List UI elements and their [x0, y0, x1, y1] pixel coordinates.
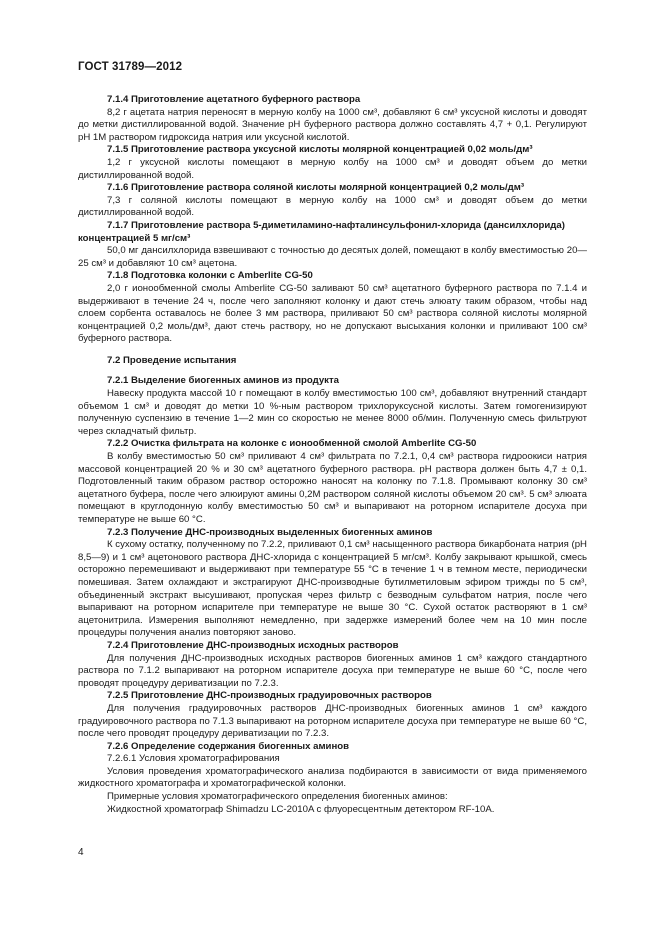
heading-7-2-5: 7.2.5 Приготовление ДНС-производных градуировочных растворов — [107, 690, 432, 702]
heading-7-2-4: 7.2.4 Приготовление ДНС-производных исходных растворов — [107, 639, 399, 651]
heading-7-1-7: 7.1.7 Приготовление раствора 5-диметиламино-нафталинсульфонил-хлорида (дансилхлорида) концентрацией 5 мг/см³ — [78, 219, 565, 244]
paragraph: Примерные условия хроматографического определения биогенных аминов: — [107, 791, 448, 803]
paragraph: Для получения градуировочных растворов ДНС-производных биогенных аминов 1 см³ каждого градуировочного раствора по 7.1.3 выпаривают на роторном испарителе досуха при температуре не выше 60 °С, после чего проводят процедуру дериватизации по 7.2.3. — [78, 702, 587, 740]
subheading-7-2-6-1: 7.2.6.1 Условия хроматографирования — [107, 753, 280, 765]
paragraph: Жидкостной хроматограф Shimadzu LC-2010A с флуоресцентным детектором RF-10A. — [107, 803, 495, 815]
page-number: 4 — [78, 847, 84, 858]
heading-7-1-6: 7.1.6 Приготовление раствора соляной кислоты молярной концентрацией 0,2 моль/дм³ — [107, 182, 525, 194]
heading-7-1-5: 7.1.5 Приготовление раствора уксусной кислоты молярной концентрацией 0,02 моль/дм³ — [107, 144, 533, 156]
paragraph: В колбу вместимостью 50 см³ приливают 4 см³ фильтрата по 7.2.1, 0,4 см³ раствора гидроокиси натрия массовой концентрацией 20 % и 30 см³ ацетатного буферного раствора. pH раствора должен быть 4,7 ± 0,1. Подготовленный таким образом раствор осторожно наносят на колонку по 7.1.8. Промывают колонку 30 см³ ацетатного буфера, после чего элюируют амины 0,2М раствором соляной кислоты объемом 20 см³. 5 см³ элюата помещают в круглодонную колбу вместимостью 50 см³ и выпаривают на роторном испарителе досуха при температуре не выше 60 °С. — [78, 451, 587, 525]
heading-7-2-1: 7.2.1 Выделение биогенных аминов из продукта — [107, 375, 339, 387]
paragraph: 7,3 г соляной кислоты помещают в мерную колбу на 1000 см³ и доводят объем до метки дистиллированной водой. — [78, 194, 587, 219]
heading-7-1-8: 7.1.8 Подготовка колонки с Amberlite CG-50 — [107, 270, 313, 282]
paragraph: 2,0 г ионообменной смолы Amberlite CG-50 заливают 50 см³ ацетатного буферного раствора по 7.1.4 и выдерживают в течение 24 ч, после чего заполняют колонку и дают стечь элюату таким образом, чтобы над слоем сорбента оставалось не более 3 мм раствора, приливают 50 см³ раствора соляной кислоты молярной концентрацией 0,2 моль/дм³, дают стечь раствору, но не допускают высыхания колонки и приливают 100 см³ буферного раствора. — [78, 282, 587, 345]
section-heading-7-2: 7.2 Проведение испытания — [107, 354, 237, 366]
paragraph: Навеску продукта массой 10 г помещают в колбу вместимостью 100 см³, добавляют внутренний стандарт объемом 1 см³ и доводят до метки 10 %-ным раствором трихлоруксусной кислоты. Затем гомогенизируют полученную суспензию в течение 1—2 мин со скоростью не менее 8000 об/мин. Полученную смесь фильтруют через складчатый фильтр. — [78, 388, 587, 437]
paragraph: Условия проведения хроматографического анализа подбираются в зависимости от вида применяемого жидкостного хроматографа и хроматографической колонки. — [78, 765, 587, 790]
document-body — [78, 94, 587, 816]
paragraph: 1,2 г уксусной кислоты помещают в мерную колбу на 1000 см³ и доводят объем до метки дистиллированной водой. — [78, 156, 587, 181]
heading-7-2-6: 7.2.6 Определение содержания биогенных аминов — [107, 740, 349, 752]
paragraph: 8,2 г ацетата натрия переносят в мерную колбу на 1000 см³, добавляют 6 см³ уксусной кислоты и доводят до метки дистиллированной водой. Значение pH буферного раствора должно составлять 4,7 + 0,1. Регулируют pH 1М раствором гидроксида натрия или уксусной кислотой. — [78, 106, 587, 143]
document-header: ГОСТ 31789—2012 — [78, 61, 183, 73]
heading-7-2-3: 7.2.3 Получение ДНС-производных выделенных биогенных аминов — [107, 526, 433, 538]
paragraph: Для получения ДНС-производных исходных растворов биогенных аминов 1 см³ каждого стандартного раствора по 7.1.2 выпаривают на роторном испарителе досуха при температуре не выше 60 °С, после чего проводят процедуру дериватизации по 7.2.3. — [78, 652, 587, 689]
heading-7-1-4: 7.1.4 Приготовление ацетатного буферного раствора — [107, 94, 361, 105]
heading-7-2-2: 7.2.2 Очистка фильтрата на колонке с ионообменной смолой Amberlite CG-50 — [107, 438, 477, 450]
paragraph: К сухому остатку, полученному по 7.2.2, приливают 0,1 см³ насыщенного раствора бикарбоната натрия (pH 8,5—9) и 1 см³ ацетонового раствора ДНС-хлорида с концентрацией 5 мг/см³. Колбу закрывают крышкой, смесь осторожно перемешивают и выдерживают при температуре 55 °С в течение 1 ч в темном месте, периодически помешивая. Затем охлаждают и экстрагируют ДНС-производные бутилметиловым эфиром трижды по 5 см³, объединенный экстракт высушивают, пропуская через фильтр с безводным сульфатом натрия, после чего выпаривают на роторном испарителе при температуре не выше 30 °С. Сухой остаток растворяют в 1 см³ ацетонитрила. Измерения выполняют немедленно, при задержке измерений более чем на 10 мин после процедуры получения анализ повторяют заново. — [78, 539, 587, 639]
paragraph: 50,0 мг дансилхлорида взвешивают с точностью до десятых долей, помещают в колбу вместимостью 20—25 см³ и добавляют 10 см³ ацетона. — [78, 245, 587, 269]
